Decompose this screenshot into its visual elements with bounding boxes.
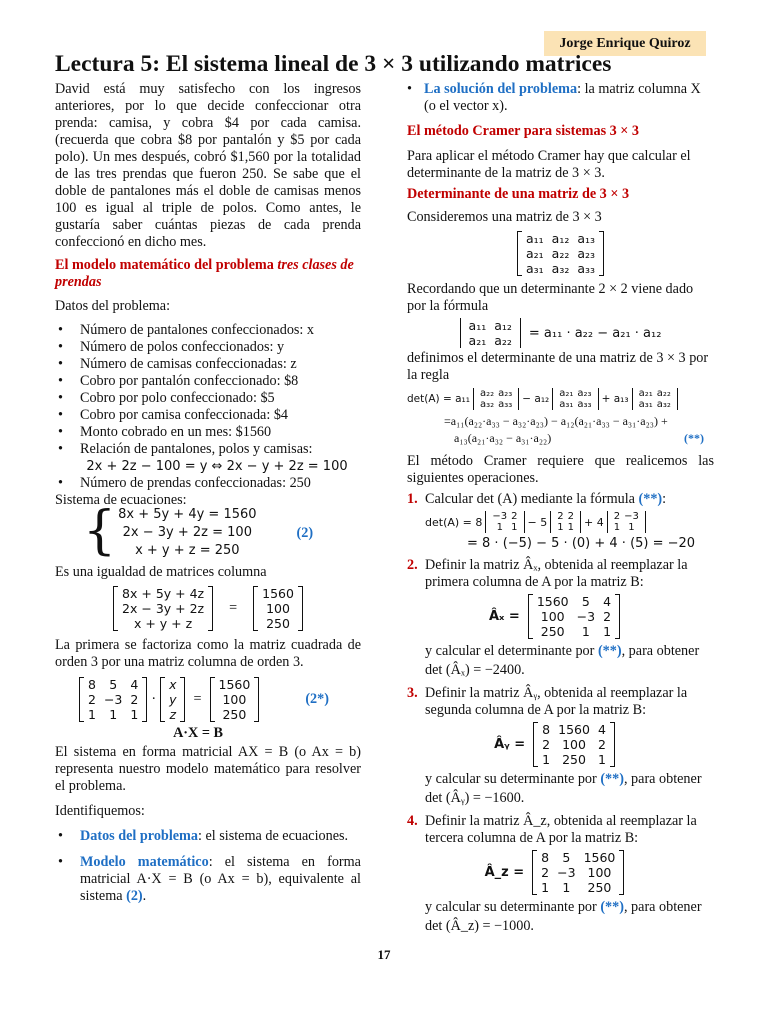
equation-system: { 8x + 5y + 4y = 1560 2x − 3y + 2z = 100 x + y + z = 250 (2) xyxy=(83,501,314,561)
cramer-heading: El método Cramer para sistemas 3 × 3 xyxy=(407,123,640,139)
step-item: 3. Definir la matriz Âᵧ, obtenida al reemplazar la segunda columna de A por la matriz B: Âᵧ = 8 1560 4 2 100 2 1 250 1 y calcular su determinante por (**), para obtener det (Âᵧ) = −1600. xyxy=(407,685,714,807)
list-item: • Relación de pantalones, polos y camisas: xyxy=(55,441,361,458)
equation-tag: (2) xyxy=(296,524,314,541)
list-item: • Cobro por polo confeccionado: $5 xyxy=(55,390,361,407)
matrix-left: 8x + 5y + 4z 2x − 3y + 2z x + y + z xyxy=(113,586,213,631)
list-item: • Número de camisas confeccionadas: z xyxy=(55,356,361,373)
axb-label: A·X = B xyxy=(173,725,223,741)
det3-expansion-2: a₁₃(a₂₁·a₃₂ − a₃₁·a₂₂) (**) xyxy=(454,431,704,445)
list-item: • Número de pantalones confeccionados: x xyxy=(55,322,361,339)
author-badge: Jorge Enrique Quiroz xyxy=(544,31,706,56)
model-heading: El modelo matemático del problema tres clases de prendas xyxy=(55,257,354,290)
cramer-text: Para aplicar el método Cramer hay que calcular el determinante de la matriz de 3 × 3. xyxy=(407,148,691,181)
det3-rule: det(A) = a₁₁ a₂₂ a₂₃ a₃₂ a₃₃ − a₁₂ a₂₁ a₂₃ a₃₁ a₃₃ + a₁₃ a₂₁ a₂₂ a₃₁ a₃₂ xyxy=(407,388,714,410)
right-column xyxy=(407,81,714,935)
det2-formula: a₁₁ a₁₂ a₂₁ a₂₂ = a₁₁ · a₂₂ − a₂₁ · a₁₂ xyxy=(407,318,714,348)
step-item: 1. Calcular det (A) mediante la fórmula (**): det(A) = 8 −3 2 1 1 − 5 2 2 1 1 + 4 2 −3 1 1 = 8 · (−5) − 5 · (0) + 4 · (5) = −20 xyxy=(407,491,714,552)
matrix-right: 1560 100 250 xyxy=(253,586,303,631)
datos-label: Datos del problema: xyxy=(55,298,171,314)
list-item: • Datos del problema: el sistema de ecuaciones. xyxy=(55,828,361,845)
matrix-A: 8 5 4 2 −3 2 1 1 1 xyxy=(79,677,147,722)
matrix-B: 1560 100 250 xyxy=(210,677,260,722)
list-item: • Número de prendas confeccionadas: 250 xyxy=(55,475,361,492)
datos-list-tail xyxy=(55,475,361,492)
solution-list xyxy=(407,81,714,115)
step-item: 2. Definir la matriz Âₓ, obtenida al reemplazar la primera columna de A por la matriz B: Âₓ = 1560 5 4 100 −3 2 250 1 1 y calcular el determinante por (**), para obtener det (Âₓ) = −2400. xyxy=(407,557,714,679)
relation-equation: 2x + 2z − 100 = y ⇔ 2x − y + 2z = 100 xyxy=(86,459,348,474)
list-item: • Monto cobrado en un mes: $1560 xyxy=(55,424,361,441)
step-item: 4. Definir la matriz Â_z, obtenida al reemplazar la tercera columna de A por la matriz B: Â_z = 8 5 1560 2 −3 100 1 1 250 y calcular su determinante por (**), para obtener det (Â_z) = −1000. xyxy=(407,813,714,935)
brace-icon: { xyxy=(83,501,117,561)
list-item: • Número de polos confeccionados: y xyxy=(55,339,361,356)
factoriza-text: La primera se factoriza como la matriz cuadrada de orden 3 por una matriz columna de orden 3. xyxy=(55,637,361,670)
matrix-Ax: Âₓ = 1560 5 4 100 −3 2 250 1 1 xyxy=(425,594,714,639)
page-number: 17 xyxy=(377,947,391,962)
equation-tag: (2*) xyxy=(305,691,329,707)
matrix-Ay: Âᵧ = 8 1560 4 2 100 2 1 250 1 xyxy=(425,722,714,767)
requiere-text: El método Cramer requiere que realicemos las siguientes operaciones. xyxy=(407,453,714,486)
igualdad-text: Es una igualdad de matrices columna xyxy=(55,564,267,580)
matrix-X: x y z xyxy=(160,677,185,722)
list-item: • La solución del problema: la matriz columna X (o el vector x). xyxy=(404,81,714,115)
matrix-Az: Â_z = 8 5 1560 2 −3 100 1 1 250 xyxy=(425,850,714,895)
page-title: Lectura 5: El sistema lineal de 3 × 3 utilizando matrices xyxy=(55,51,612,77)
left-column xyxy=(55,81,361,905)
det3-expansion: =a₁₁(a₂₂·a₃₃ − a₃₂·a₂₃) − a₁₂(a₂₁·a₃₃ − a₃₁·a₂₃) + xyxy=(444,414,668,428)
sistema-label: Sistema de ecuaciones: xyxy=(55,492,187,508)
identifiquemos-label: Identifiquemos: xyxy=(55,803,145,819)
matricial-text: El sistema en forma matricial AX = B (o Ax = b) representa nuestro modelo matemático para resolver el problema. xyxy=(55,744,361,794)
matrix-product: 8 5 4 2 −3 2 1 1 1 · x y z = 1560 100 250 (2*) xyxy=(55,677,361,722)
general-matrix: a₁₁ a₁₂ a₁₃ a₂₁ a₂₂ a₂₃ a₃₁ a₃₂ a₃₃ xyxy=(407,231,714,276)
define-text: definimos el determinante de una matriz de 3 × 3 por la regla xyxy=(407,350,709,383)
cramer-steps xyxy=(407,491,714,935)
list-item: • Modelo matemático: el sistema en forma matricial A·X = B (o Ax = b), equivalente al sistema (2). xyxy=(55,854,361,905)
det-heading: Determinante de una matriz de 3 × 3 xyxy=(407,186,630,202)
datos-list xyxy=(55,322,361,458)
step1-det: det(A) = 8 −3 2 1 1 − 5 2 2 1 1 + 4 2 −3 1 1 xyxy=(425,511,714,533)
column-equality: 8x + 5y + 4z 2x − 3y + 2z x + y + z = 1560 100 250 xyxy=(55,586,361,631)
ident-list xyxy=(55,828,361,905)
list-item: • Cobro por camisa confeccionada: $4 xyxy=(55,407,361,424)
list-item: • Cobro por pantalón confeccionado: $8 xyxy=(55,373,361,390)
intro-paragraph: David está muy satisfecho con los ingresos anteriores, por lo que decide confeccionar otra prenda: camisa, y cobra $4 por cada camisa. (recuerda que cobra $8 por pantalón y $5 por cada polo). Un mes después, cobró $1,560 por la totalidad de las tres prendas que fueron 250. Se sabe que el doble de pantalones más el doble de camisas menos 100 es igual al triple de polos. Como antes, le gustaría saber cuántas piezas de cada prenda confeccionó en dicho mes. xyxy=(55,81,361,250)
consider-text: Consideremos una matriz de 3 × 3 xyxy=(407,209,602,225)
recall-text: Recordando que un determinante 2 × 2 viene dado por la fórmula xyxy=(407,281,694,314)
